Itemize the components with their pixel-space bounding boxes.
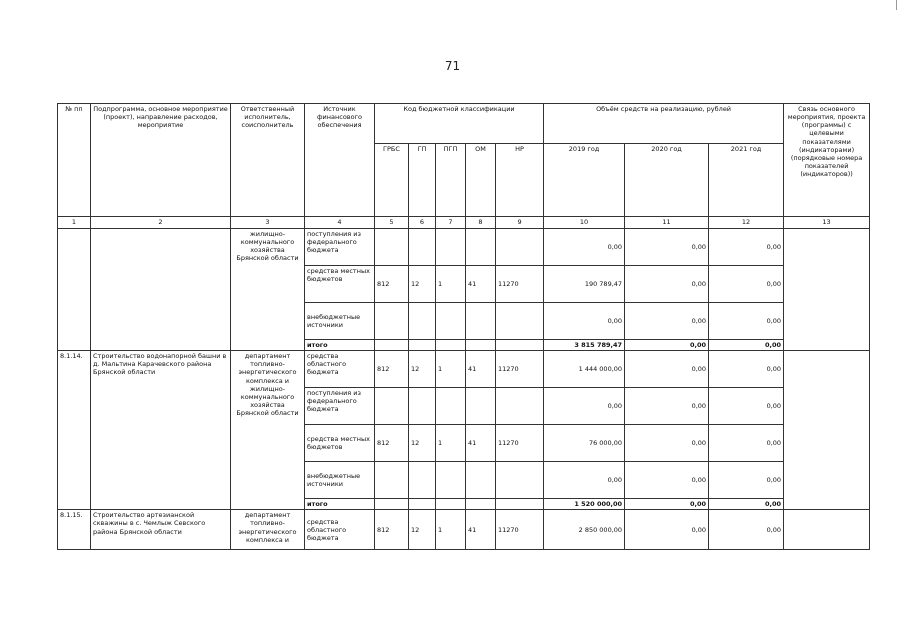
cell-np: 11270 xyxy=(496,351,544,388)
header-grbs: ГРБС xyxy=(375,144,409,217)
cell-link xyxy=(784,510,870,550)
cell-grbs: 812 xyxy=(375,510,409,550)
cell-gp xyxy=(409,303,436,340)
cell-om xyxy=(466,229,496,266)
row-num: 8.1.14. xyxy=(58,351,91,510)
header-gp: ГП xyxy=(409,144,436,217)
cell-grbs: 812 xyxy=(375,351,409,388)
cell-grbs xyxy=(375,229,409,266)
cell-om xyxy=(466,462,496,499)
cell-om xyxy=(466,303,496,340)
cell-pgp: 1 xyxy=(436,266,466,303)
cell-pgp: 1 xyxy=(436,510,466,550)
cell-np xyxy=(496,462,544,499)
cell-gp xyxy=(409,229,436,266)
total-2019: 1 520 000,00 xyxy=(544,499,625,510)
header-om: ОМ xyxy=(466,144,496,217)
row-name xyxy=(91,229,231,351)
cell-pgp xyxy=(436,340,466,351)
cell-2021: 0,00 xyxy=(709,229,784,266)
total-2021: 0,00 xyxy=(709,499,784,510)
cell-2019: 2 850 000,00 xyxy=(544,510,625,550)
row-name: Строительство водонапорной башни в д. Мальтина Карачевского района Брянской области xyxy=(91,351,231,510)
cell-om: 41 xyxy=(466,351,496,388)
cell-om: 41 xyxy=(466,266,496,303)
header-np: НР xyxy=(496,144,544,217)
cell-2020: 0,00 xyxy=(625,351,709,388)
cell-gp xyxy=(409,388,436,425)
cell-2019: 0,00 xyxy=(544,462,625,499)
cell-np xyxy=(496,499,544,510)
header-executor: Ответственный исполнитель, соисполнитель xyxy=(231,104,305,217)
row-source: внебюджетные источники xyxy=(305,462,375,499)
col-number: 6 xyxy=(409,217,436,229)
cell-2020: 0,00 xyxy=(625,303,709,340)
header-2019: 2019 год xyxy=(544,144,625,217)
row-source: средства областного бюджета xyxy=(305,510,375,550)
cell-2021: 0,00 xyxy=(709,388,784,425)
cell-np xyxy=(496,340,544,351)
cell-gp: 12 xyxy=(409,351,436,388)
cell-2020: 0,00 xyxy=(625,229,709,266)
cell-om: 41 xyxy=(466,425,496,462)
cell-2020: 0,00 xyxy=(625,388,709,425)
row-name: Строительство артезианской скважины в с. Чемлыж Севского района Брянской области xyxy=(91,510,231,550)
total-2020: 0,00 xyxy=(625,340,709,351)
cell-2020: 0,00 xyxy=(625,510,709,550)
cell-np xyxy=(496,229,544,266)
cell-np: 11270 xyxy=(496,425,544,462)
row-num xyxy=(58,229,91,351)
cell-np xyxy=(496,388,544,425)
cell-2019: 190 789,47 xyxy=(544,266,625,303)
col-number: 2 xyxy=(91,217,231,229)
cell-gp xyxy=(409,462,436,499)
total-2019: 3 815 789,47 xyxy=(544,340,625,351)
cell-om xyxy=(466,499,496,510)
total-label: итого xyxy=(305,499,375,510)
header-link: Связь основного мероприятия, проекта (программы) с целевыми показателями (индикаторами) (порядковые номера показателей (индикаторов)) xyxy=(784,104,870,217)
cell-pgp xyxy=(436,229,466,266)
header-2021: 2021 год xyxy=(709,144,784,217)
cell-gp: 12 xyxy=(409,510,436,550)
cell-2021: 0,00 xyxy=(709,425,784,462)
header-num: № пп xyxy=(58,104,91,217)
cell-pgp xyxy=(436,462,466,499)
col-number: 11 xyxy=(625,217,709,229)
cell-2019: 0,00 xyxy=(544,388,625,425)
row-source: поступления из федерального бюджета xyxy=(305,229,375,266)
cell-2021: 0,00 xyxy=(709,303,784,340)
total-2021: 0,00 xyxy=(709,340,784,351)
cell-om xyxy=(466,388,496,425)
cell-2021: 0,00 xyxy=(709,351,784,388)
row-source: средства областного бюджета xyxy=(305,351,375,388)
cell-2019: 0,00 xyxy=(544,229,625,266)
row-source: внебюджетные источники xyxy=(305,303,375,340)
cell-grbs xyxy=(375,303,409,340)
header-row xyxy=(58,104,870,144)
cell-grbs xyxy=(375,462,409,499)
cell-grbs: 812 xyxy=(375,425,409,462)
cell-2019: 0,00 xyxy=(544,303,625,340)
column-numbers-row xyxy=(58,217,870,229)
cell-2019: 1 444 000,00 xyxy=(544,351,625,388)
col-number: 8 xyxy=(466,217,496,229)
table-row xyxy=(58,510,870,550)
row-executor: департамент топливно-энергетического комплекса и xyxy=(231,510,305,550)
header-2020: 2020 год xyxy=(625,144,709,217)
table-row xyxy=(58,351,870,388)
header-subprogram: Подпрограмма, основное мероприятие (проект), направление расходов, мероприятие xyxy=(91,104,231,217)
col-number: 10 xyxy=(544,217,625,229)
cell-np: 11270 xyxy=(496,266,544,303)
row-source: поступления из федерального бюджета xyxy=(305,388,375,425)
cell-np: 11270 xyxy=(496,510,544,550)
page-number: 71 xyxy=(444,59,461,73)
cell-2020: 0,00 xyxy=(625,266,709,303)
header-pgp: ПГП xyxy=(436,144,466,217)
col-number: 4 xyxy=(305,217,375,229)
cell-pgp: 1 xyxy=(436,351,466,388)
cell-2021: 0,00 xyxy=(709,266,784,303)
row-source: средства местных бюджетов xyxy=(305,266,375,303)
cell-gp: 12 xyxy=(409,266,436,303)
total-label: итого xyxy=(305,340,375,351)
row-source: средства местных бюджетов xyxy=(305,425,375,462)
cell-gp xyxy=(409,340,436,351)
cell-grbs xyxy=(375,499,409,510)
edge-mark xyxy=(896,0,897,10)
col-number: 5 xyxy=(375,217,409,229)
col-number: 13 xyxy=(784,217,870,229)
cell-2021: 0,00 xyxy=(709,510,784,550)
row-executor: жилищно-коммунального хозяйства Брянской области xyxy=(231,229,305,351)
cell-2020: 0,00 xyxy=(625,462,709,499)
col-number: 1 xyxy=(58,217,91,229)
table-row xyxy=(58,229,870,266)
col-number: 12 xyxy=(709,217,784,229)
cell-pgp xyxy=(436,388,466,425)
header-budget-code: Код бюджетной классификации xyxy=(375,104,544,144)
cell-2020: 0,00 xyxy=(625,425,709,462)
header-source: Источник финансового обеспечения xyxy=(305,104,375,217)
cell-grbs xyxy=(375,388,409,425)
col-number: 9 xyxy=(496,217,544,229)
cell-link xyxy=(784,351,870,510)
cell-gp xyxy=(409,499,436,510)
col-number: 3 xyxy=(231,217,305,229)
row-executor: департамент топливно-энергетического комплекса и жилищно-коммунального хозяйства Брянской области xyxy=(231,351,305,510)
cell-grbs: 812 xyxy=(375,266,409,303)
total-2020: 0,00 xyxy=(625,499,709,510)
cell-pgp xyxy=(436,499,466,510)
row-num: 8.1.15. xyxy=(58,510,91,550)
cell-pgp xyxy=(436,303,466,340)
col-number: 7 xyxy=(436,217,466,229)
cell-pgp: 1 xyxy=(436,425,466,462)
budget-table xyxy=(57,103,870,550)
cell-2021: 0,00 xyxy=(709,462,784,499)
cell-2019: 76 000,00 xyxy=(544,425,625,462)
cell-om: 41 xyxy=(466,510,496,550)
cell-grbs xyxy=(375,340,409,351)
cell-np xyxy=(496,303,544,340)
cell-link xyxy=(784,229,870,351)
header-funds: Объём средств на реализацию, рублей xyxy=(544,104,784,144)
cell-gp: 12 xyxy=(409,425,436,462)
cell-om xyxy=(466,340,496,351)
